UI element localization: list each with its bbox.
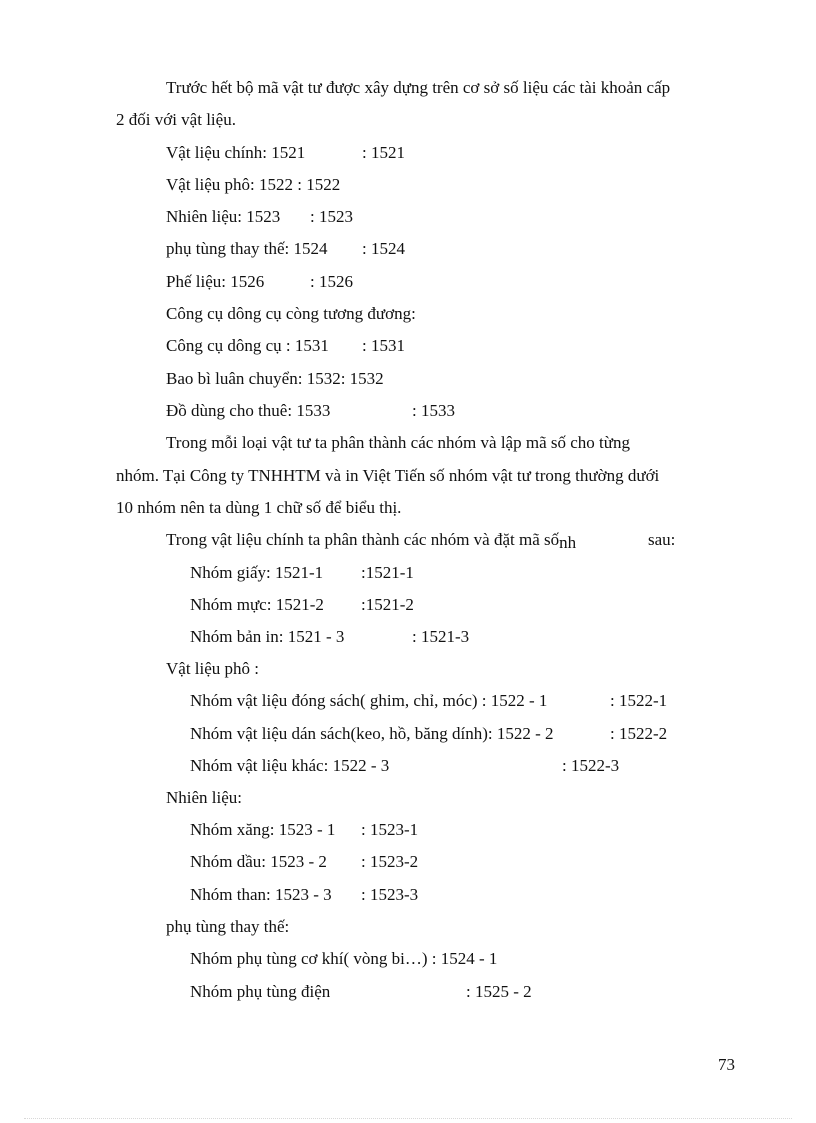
main-materials-heading-text: Trong vật liệu chính ta phân thành các nhóm và đặt mã số [166,530,560,549]
parts-heading: phụ tùng thay thế: [166,917,290,936]
aux-group-label: Nhóm vật liệu đóng sách( ghim, chỉ, móc) : 1522 - 1 [190,691,548,710]
account-item-label: Vật liệu phô: 1522 : 1522 [166,175,341,194]
aux-group-code: : 1522-1 [610,691,668,710]
fuel-heading: Nhiên liệu: [166,788,243,807]
tool-item-label: Bao bì luân chuyển: 1532: 1532 [166,369,384,388]
account-item-code: : 1526 [310,272,353,291]
paragraph-groups-line-2: nhóm. Tại Công ty TNHHTM và in Việt Tiến số nhóm vật tư trong thường dưới [116,466,660,485]
fuel-group-code: : 1523-3 [361,885,419,904]
tool-item-code: : 1533 [412,401,455,420]
aux-group-code: : 1522-3 [562,756,620,775]
main-materials-heading [166,530,576,550]
fuel-group-label: Nhóm dầu: 1523 - 2 [190,852,327,871]
parts-group-label: Nhóm phụ tùng điện [190,982,331,1001]
parts-group-code: : 1525 - 2 [466,982,532,1001]
main-group-label: Nhóm mực: 1521-2 [190,595,324,614]
paragraph-intro-line-1: Trước hết bộ mã vật tư được xây dựng trên cơ sở số liệu các tài khoản cấp [166,78,671,97]
paragraph-intro-line-2: 2 đối với vật liệu. [116,110,236,129]
main-group-code: :1521-2 [361,595,414,614]
account-item-label: Nhiên liệu: 1523 [166,207,281,226]
parts-group-label: Nhóm phụ tùng cơ khí( vòng bi…) : 1524 - 1 [190,949,498,968]
fuel-group-label: Nhóm xăng: 1523 - 1 [190,820,336,839]
account-item-code: : 1524 [362,239,405,258]
account-item-label: Vật liệu chính: 1521 [166,143,306,162]
aux-materials-heading: Vật liệu phô : [166,659,260,678]
aux-group-code: : 1522-2 [610,724,668,743]
account-item-code: : 1523 [310,207,353,226]
tool-item-code: : 1531 [362,336,405,355]
aux-group-label: Nhóm vật liệu dán sách(keo, hồ, băng dính): 1522 - 2 [190,724,554,743]
main-materials-heading-tail: sau: [648,530,676,549]
fuel-group-code: : 1523-1 [361,820,419,839]
tools-heading: Công cụ dông cụ còng tương đương: [166,304,416,323]
main-group-code: : 1521-3 [412,627,470,646]
page-bottom-divider [24,1118,792,1119]
page-number: 73 [718,1055,735,1074]
account-item-label: phụ tùng thay thế: 1524 [166,239,328,258]
paragraph-groups-line-1: Trong mỗi loại vật tư ta phân thành các nhóm và lập mã số cho từng [166,433,630,452]
paragraph-groups-line-3: 10 nhóm nên ta dùng 1 chữ số để biểu thị. [116,498,402,517]
main-group-label: Nhóm bản in: 1521 - 3 [190,627,345,646]
fuel-group-code: : 1523-2 [361,852,419,871]
tool-item-label: Đồ dùng cho thuê: 1533 [166,401,331,420]
account-item-code: : 1521 [362,143,405,162]
fuel-group-label: Nhóm than: 1523 - 3 [190,885,332,904]
main-materials-heading-sub: nh [559,533,577,552]
main-group-label: Nhóm giấy: 1521-1 [190,563,324,582]
aux-group-label: Nhóm vật liệu khác: 1522 - 3 [190,756,390,775]
account-item-label: Phế liệu: 1526 [166,272,265,291]
tool-item-label: Công cụ dông cụ : 1531 [166,336,329,355]
main-group-code: :1521-1 [361,563,414,582]
